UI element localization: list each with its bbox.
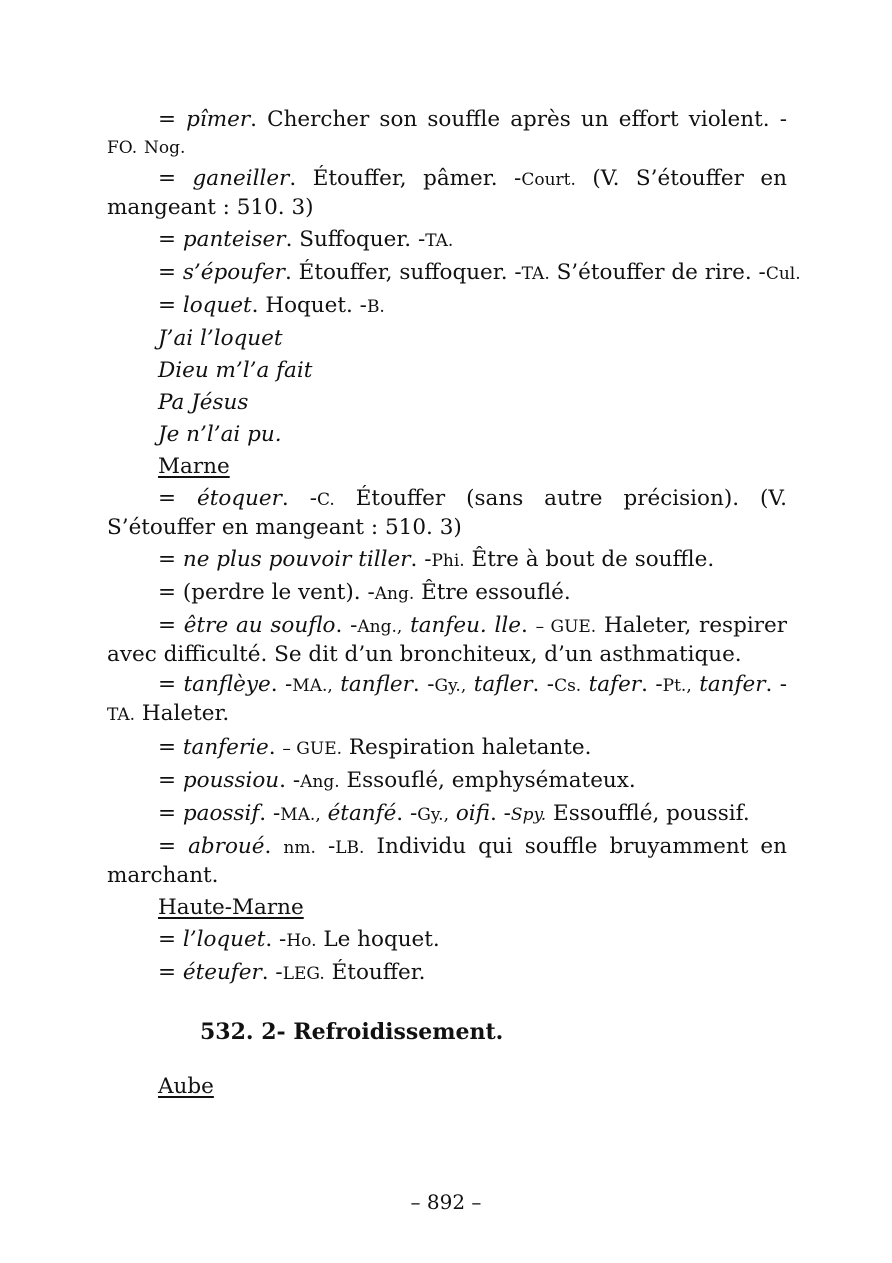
entry-text: tanflèye: [183, 672, 271, 697]
entry-line: [107, 387, 787, 419]
entry-text: =: [158, 834, 189, 859]
entry-text: Phi.: [431, 551, 465, 571]
entry-text: Individu qui souffle bruyamment en marchant.: [107, 834, 787, 888]
entry-text: MA.,: [292, 676, 333, 696]
entry-text: Ang.,: [357, 617, 403, 637]
entry-text: Haleter, respirer avec difficulté. Se dit d’un bronchiteux, d’un asthmatique.: [107, 613, 788, 667]
entry-text: =: [158, 107, 187, 132]
entry-text: [581, 672, 588, 697]
entry-text: . -: [279, 768, 301, 793]
entry-text: Pt.,: [662, 676, 692, 696]
entry-text: =: [158, 927, 183, 952]
entry-text: =: [158, 227, 183, 252]
entry-text: .: [521, 613, 536, 638]
entry-line: [107, 765, 787, 798]
entry-text: (V. S’étouffer en mangeant : 510. 3): [107, 166, 788, 220]
entry-text: Essoufflé, poussif.: [546, 801, 750, 826]
entry-text: Marne: [158, 454, 230, 479]
entry-text: Ang.: [374, 584, 415, 604]
entry-text: ne plus pouvoir tiller: [182, 547, 411, 572]
entry-line: [107, 165, 787, 221]
entry-text: .: [264, 834, 284, 859]
entry-line: [107, 419, 787, 451]
entry-text: pîmer: [186, 107, 251, 132]
entry-text: panteiser: [182, 227, 286, 252]
entry-text: . Étouffer, pâmer. -: [289, 166, 522, 191]
entry-text: B.: [366, 297, 385, 317]
entry-text: . Suffoquer. -: [285, 227, 426, 252]
entry-text: LEG.: [282, 964, 325, 984]
entry-line: [107, 957, 787, 990]
entry-text: . Hoquet. -: [251, 293, 367, 318]
entry-text: [137, 134, 144, 159]
entry-text: =: [158, 486, 197, 511]
entry-line: [107, 577, 787, 610]
entry-text: J’ai l’loquet: [158, 326, 283, 351]
entry-text: . -: [412, 672, 435, 697]
entry-text: [466, 672, 473, 697]
entry-text: tafler: [473, 672, 533, 697]
entry-text: Haute-Marne: [158, 895, 304, 920]
entry-text: Gy.,: [434, 676, 467, 696]
entry-line: [107, 257, 801, 290]
entry-text: =: [158, 672, 184, 697]
entry-text: MA.,: [280, 805, 321, 825]
entry-text: tanfeu. lle: [410, 613, 522, 638]
entry-text: Dieu m’l’a fait: [158, 358, 313, 383]
entry-text: Ho.: [286, 931, 317, 951]
entry-text: Être à bout de souffle.: [464, 547, 715, 572]
entry-text: tanfer: [699, 672, 766, 697]
entry-text: . -: [281, 486, 317, 511]
entry-text: . -: [270, 672, 293, 697]
entry-line: [107, 224, 787, 257]
entry-text: paossif: [182, 801, 260, 826]
entry-text: Nog.: [143, 138, 186, 158]
entry-text: = (perdre le vent). -: [158, 580, 375, 605]
entry-text: Étouffer (sans autre précision). (V. S’étouffer en mangeant : 510. 3): [107, 486, 787, 540]
entry-text: . -: [261, 960, 283, 985]
entry-text: tanferie: [182, 735, 269, 760]
entry-text: tanfler: [340, 672, 413, 697]
entry-text: . -: [641, 672, 663, 697]
entry-text: Étouffer.: [324, 960, 426, 985]
entry-text: Cs.: [554, 676, 582, 696]
entry-line: [107, 323, 787, 355]
entry-text: TA.: [425, 231, 454, 251]
entry-text: C.: [316, 490, 335, 510]
entry-text: . -: [396, 801, 418, 826]
entry-text: . -: [489, 801, 511, 826]
entry-line: [107, 924, 787, 957]
entry-text: -: [315, 834, 336, 859]
entry-text: [402, 613, 410, 638]
section-heading: 532. 2- Refroidissement.: [200, 1019, 504, 1045]
entry-text: oifi: [455, 801, 490, 826]
entry-text: =: [158, 960, 183, 985]
entry-line: [107, 671, 787, 729]
entry-text: =: [158, 735, 183, 760]
entry-text: LB.: [335, 838, 365, 858]
entry-text: TA.: [521, 264, 550, 284]
entry-text: Respiration haletante.: [342, 735, 592, 760]
entry-text: =: [158, 801, 183, 826]
entry-line: [107, 732, 787, 765]
entry-text: loquet: [182, 293, 252, 318]
entry-text: Gy.,: [417, 805, 449, 825]
page-number: – 892 –: [410, 1190, 482, 1214]
entry-text: être au souflo: [183, 613, 336, 638]
entry-line: [107, 290, 787, 323]
entry-line: [107, 106, 787, 162]
entry-text: – GUE.: [282, 739, 343, 759]
entry-text: Ang.: [300, 772, 340, 792]
entry-text: Être essouflé.: [414, 580, 571, 605]
entry-line: [107, 355, 787, 387]
entry-text: . -: [765, 672, 788, 697]
entry-text: . Étouffer, suffoquer. -: [284, 260, 522, 285]
entry-text: Essouflé, emphysémateux.: [339, 768, 636, 793]
entry-text: l’loquet: [182, 927, 266, 952]
entry-line: [107, 833, 787, 889]
entry-line: [107, 485, 787, 541]
entry-text: . -: [265, 927, 287, 952]
entry-text: Pa Jésus: [158, 390, 249, 415]
entry-text: tafer: [588, 672, 642, 697]
entry-text: . -: [259, 801, 281, 826]
entry-text: s’époufer: [182, 260, 285, 285]
entry-text: ganeiller: [192, 166, 290, 191]
entry-text: nm.: [283, 838, 316, 858]
entry-text: abroué: [188, 834, 265, 859]
dictionary-entries: [107, 104, 801, 990]
entry-line: [107, 798, 787, 831]
entry-text: – GUE.: [535, 617, 597, 637]
entry-line: [107, 612, 787, 668]
entry-text: . -: [532, 672, 555, 697]
entry-text: S’étouffer de rire. -: [549, 260, 766, 285]
entry-text: =: [158, 613, 184, 638]
entry-text: =: [158, 768, 183, 793]
entry-text: =: [158, 166, 193, 191]
entry-text: [321, 801, 328, 826]
entry-text: poussiou: [182, 768, 280, 793]
entry-text: =: [158, 260, 183, 285]
entry-text: étanfé: [327, 801, 397, 826]
entry-text: =: [158, 293, 183, 318]
region-label-aube: Aube: [158, 1074, 214, 1099]
entry-line: [107, 544, 787, 577]
entry-line: [107, 892, 787, 924]
entry-text: =: [158, 547, 183, 572]
entry-text: TA.: [107, 705, 136, 725]
entry-text: Haleter.: [135, 701, 230, 726]
entry-text: éteufer: [182, 960, 262, 985]
entry-text: Court.: [521, 170, 576, 190]
entry-text: FO.: [107, 138, 138, 158]
entry-text: Spy.: [510, 805, 547, 825]
entry-text: Le hoquet.: [316, 927, 440, 952]
entry-text: . -: [410, 547, 432, 572]
entry-line: [107, 451, 787, 483]
entry-text: . -: [335, 613, 358, 638]
entry-text: Cul.: [765, 264, 801, 284]
entry-text: [449, 801, 456, 826]
entry-text: .: [268, 735, 283, 760]
entry-text: Je n’l’ai pu.: [158, 422, 282, 447]
entry-text: étoquer: [196, 486, 282, 511]
entry-text: . Chercher son souffle après un effort violent. -: [250, 107, 787, 132]
